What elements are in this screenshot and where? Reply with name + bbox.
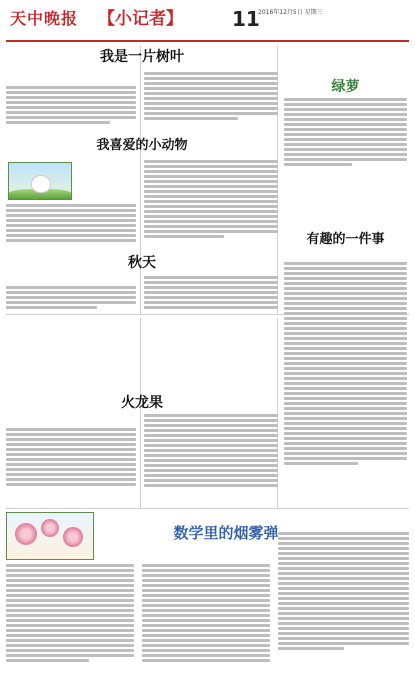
article-body — [144, 160, 278, 240]
article-body — [144, 72, 278, 122]
article-body — [142, 564, 270, 664]
article-body — [6, 204, 136, 244]
section-title: 【小记者】 — [98, 9, 183, 29]
date-text: 2016年12月5日 星期三 — [258, 9, 323, 16]
article-math — [6, 512, 409, 672]
article-leaf — [6, 46, 278, 134]
article-body — [6, 286, 136, 311]
article-body — [6, 428, 136, 488]
article-headline: 我喜爱的小动物 — [96, 138, 188, 153]
article-body — [278, 532, 409, 652]
flower-shape — [63, 527, 83, 547]
article-headline: 有趣的一件事 — [306, 232, 385, 247]
date-line — [258, 8, 408, 17]
article-headline: 火龙果 — [121, 395, 163, 411]
article-animal — [6, 134, 278, 252]
flower-illustration — [6, 512, 94, 560]
page-number: 11 — [232, 7, 260, 31]
rabbit-illustration — [8, 162, 72, 200]
article-autumn — [6, 252, 278, 316]
paper-logo: 天中晚报 — [10, 9, 79, 28]
article-body — [144, 414, 278, 489]
article-headline: 秋天 — [128, 255, 156, 271]
article-body — [284, 262, 407, 467]
flower-shape — [41, 519, 59, 537]
article-pothos — [282, 46, 409, 176]
rabbit-shape — [31, 175, 51, 193]
article-dragonfruit — [6, 392, 278, 508]
article-headline: 数学里的烟雾弹 — [173, 524, 279, 542]
flower-shape — [15, 523, 37, 545]
masthead — [6, 4, 409, 42]
article-headline: 绿萝 — [331, 79, 360, 95]
row-divider — [6, 508, 409, 509]
article-headline: 我是一片树叶 — [100, 49, 184, 65]
article-body — [144, 276, 278, 311]
article-funny-thing — [282, 228, 409, 498]
article-body — [284, 98, 407, 168]
article-body — [6, 564, 134, 664]
article-body — [6, 86, 136, 126]
